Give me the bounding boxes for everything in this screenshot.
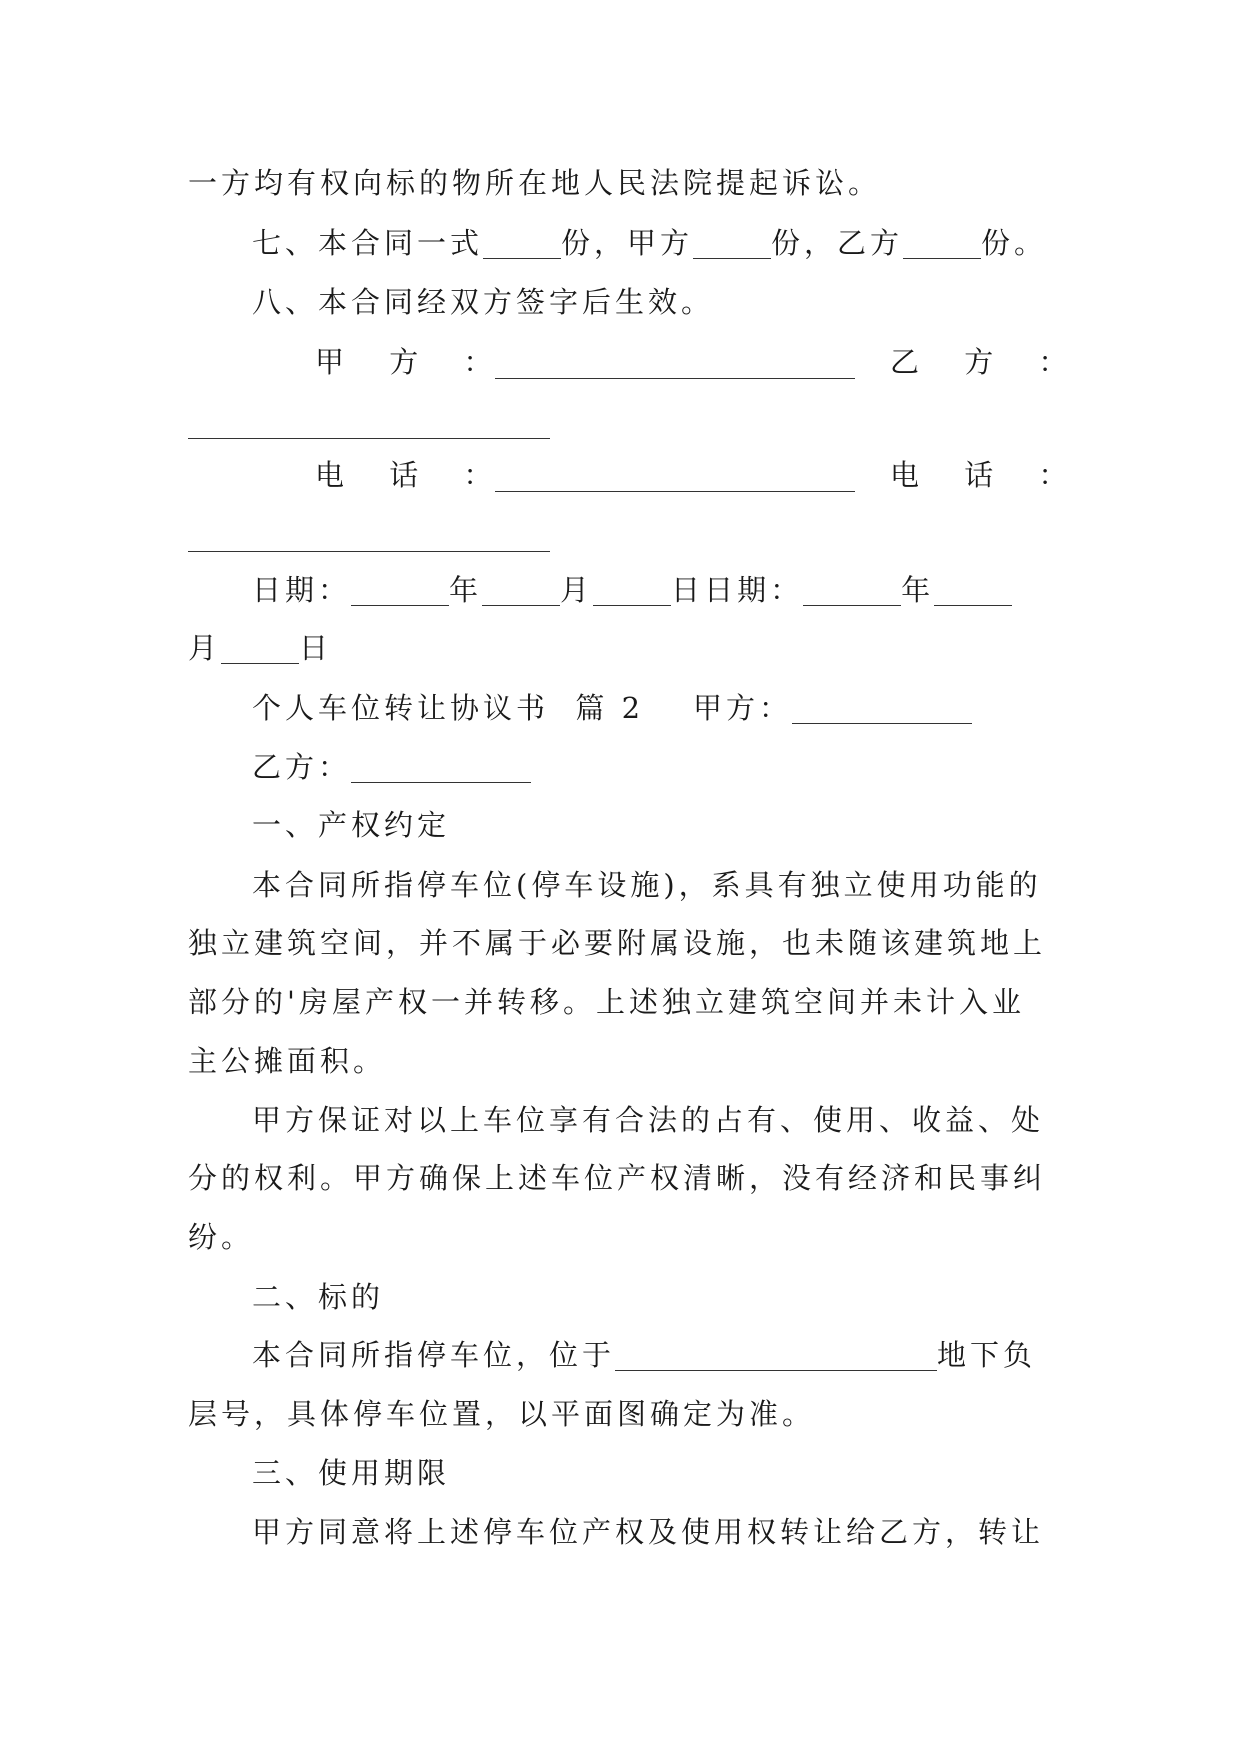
paragraph-line: 一方均有权向标的物所在地人民法院提起诉讼。 [188,166,882,200]
paragraph-line: 纷。 [188,1220,255,1254]
heading-article-2: 个人车位转让协议书 篇 2 [252,691,645,725]
date-line-cont: 月 日 [188,631,333,665]
phone-a-label: 电 话 ： [315,458,511,492]
phone-a-line [495,471,855,492]
paragraph-line: 甲方同意将上述停车位产权及使用权转让给乙方，转让 [252,1515,1045,1549]
paragraph-line: 主公摊面积。 [188,1044,387,1078]
copies-clause: 七、本合同一式 份，甲方 份，乙方 份。 [252,226,1048,260]
paragraph-line: 层号，具体停车位置，以平面图确定为准。 [188,1397,816,1431]
phone-b-line [188,531,550,552]
date-line: 日期： 年 月 日日期： 年 [252,570,1012,610]
h2-party-b: 乙方： [252,747,531,787]
paragraph-line: 甲方保证对以上车位享有合法的占有、使用、收益、处 [252,1103,1045,1137]
h2-party-a: 甲方： [693,688,972,728]
phone-b-label: 电 话 ： [890,458,1086,492]
party-a-label: 甲 方 ： [315,345,511,379]
section-title: 三、使用期限 [252,1456,451,1490]
effect-clause: 八、本合同经双方签字后生效。 [252,285,715,319]
party-b-signature-line [188,418,550,439]
paragraph-line: 独立建筑空间，并不属于必要附属设施，也未随该建筑地上 [188,926,1047,960]
section-title: 二、标的 [252,1280,385,1314]
party-a-signature-line [495,358,855,379]
location-clause: 本合同所指停车位，位于 地下负 [252,1338,1037,1372]
paragraph-line: 分的权利。甲方确保上述车位产权清晰，没有经济和民事纠 [188,1161,1047,1195]
paragraph-line: 本合同所指停车位(停车设施)，系具有独立使用功能的 [252,868,1042,902]
paragraph-line: 部分的'房屋产权一并转移。上述独立建筑空间并未计入业 [188,985,1025,1019]
party-b-label: 乙 方 ： [890,345,1086,379]
section-title: 一、产权约定 [252,808,451,842]
